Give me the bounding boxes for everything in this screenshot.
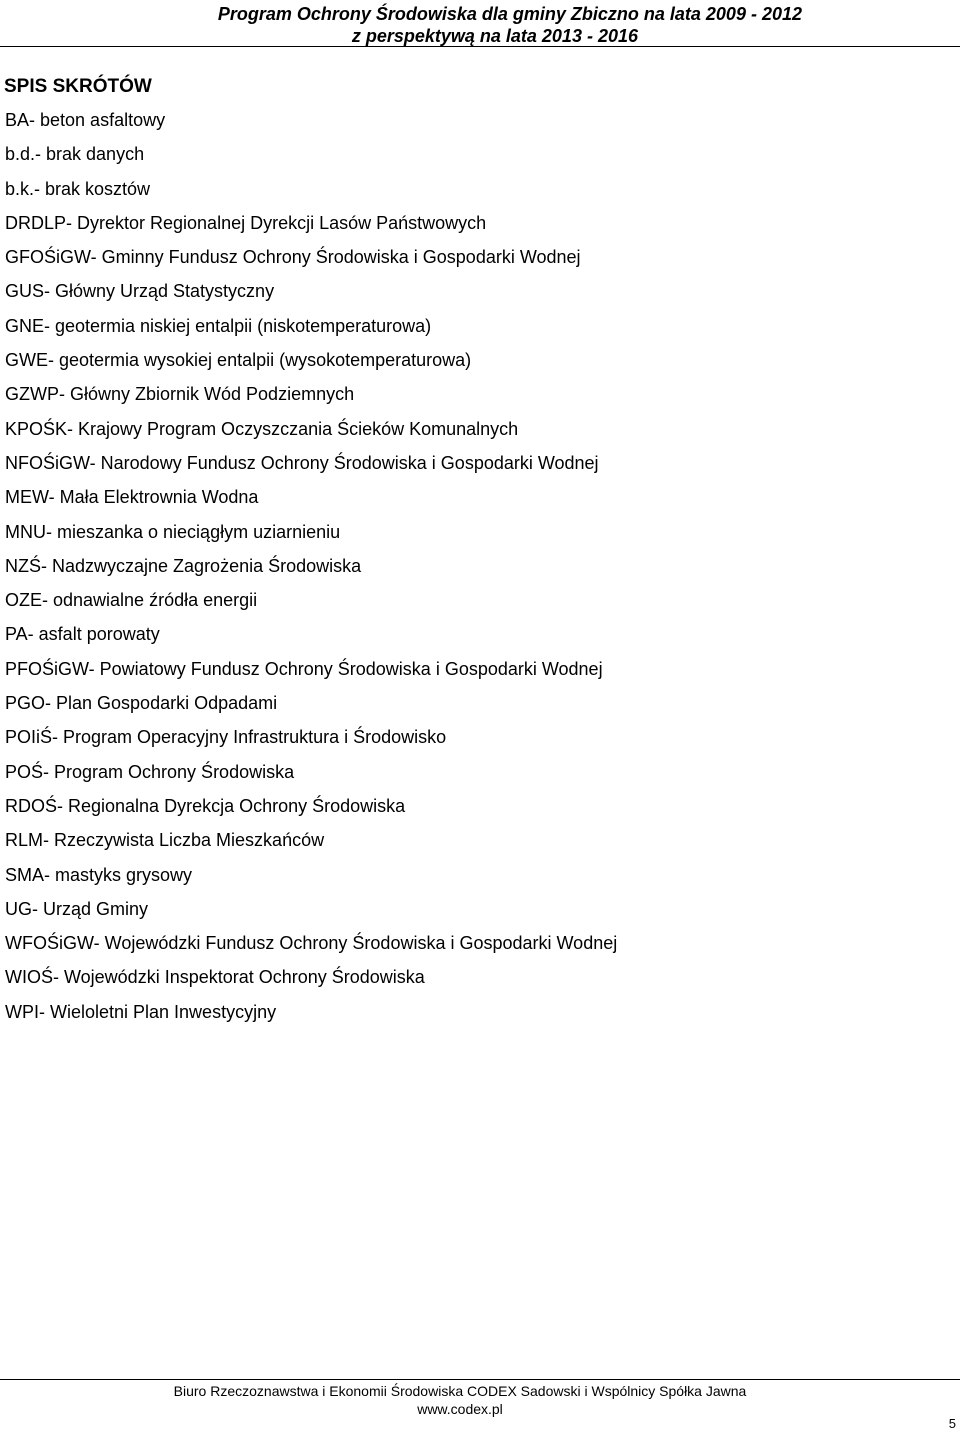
abbreviation-item: b.k.- brak kosztów (5, 178, 151, 199)
abbreviation-item: GUS- Główny Urząd Statystyczny (5, 281, 275, 302)
abbreviation-item: WFOŚiGW- Wojewódzki Fundusz Ochrony Środowiska i Gospodarki Wodnej (5, 933, 618, 954)
abbreviation-item: POIiŚ- Program Operacyjny Infrastruktura i Środowisko (5, 727, 447, 748)
footer-company (0, 1382, 960, 1400)
abbreviation-item: UG- Urząd Gminy (5, 898, 149, 919)
abbreviation-item: NFOŚiGW- Narodowy Fundusz Ochrony Środowiska i Gospodarki Wodnej (5, 452, 599, 473)
abbreviation-item: PA- asfalt porowaty (5, 624, 160, 645)
abbreviation-item: OZE- odnawialne źródła energii (5, 590, 258, 611)
abbreviation-item: RLM- Rzeczywista Liczba Mieszkańców (5, 830, 325, 851)
abbreviation-item: PFOŚiGW- Powiatowy Fundusz Ochrony Środowiska i Gospodarki Wodnej (5, 658, 603, 679)
abbreviation-item: WPI- Wieloletni Plan Inwestycyjny (5, 1001, 277, 1022)
abbreviation-item: PGO- Plan Gospodarki Odpadami (5, 693, 278, 714)
abbreviation-item: NZŚ- Nadzwyczajne Zagrożenia Środowiska (5, 555, 362, 576)
abbreviation-item: SMA- mastyks grysowy (5, 864, 193, 885)
footer-website[interactable] (0, 1400, 960, 1418)
header-title-line2: z perspektywą na lata 2013 - 2016 (351, 26, 638, 46)
abbreviation-item: b.d.- brak danych (5, 144, 145, 165)
abbreviation-item: RDOŚ- Regionalna Dyrekcja Ochrony Środowiska (5, 795, 406, 816)
abbreviation-item: GNE- geotermia niskiej entalpii (niskotemperaturowa) (5, 315, 432, 336)
abbreviation-item: DRDLP- Dyrektor Regionalnej Dyrekcji Lasów Państwowych (5, 212, 487, 233)
section-title: SPIS SKRÓTÓW (4, 76, 152, 97)
abbreviation-item: GZWP- Główny Zbiornik Wód Podziemnych (5, 384, 355, 405)
abbreviation-item: BA- beton asfaltowy (5, 110, 166, 130)
footer-website-link[interactable]: www.codex.pl (417, 1401, 503, 1417)
footer-divider (0, 1379, 960, 1380)
abbreviation-item: MNU- mieszanka o nieciągłym uziarnieniu (5, 521, 341, 542)
abbreviations-list (5, 109, 617, 1035)
abbreviation-item: KPOŚK- Krajowy Program Oczyszczania Ścieków Komunalnych (5, 418, 519, 439)
footer-company-text: Biuro Rzeczoznawstwa i Ekonomii Środowiska CODEX Sadowski i Wspólnicy Spółka Jawna (173, 1383, 747, 1399)
header-divider (0, 46, 960, 47)
abbreviation-item: POŚ- Program Ochrony Środowiska (5, 761, 295, 782)
abbreviation-item: WIOŚ- Wojewódzki Inspektorat Ochrony Środowiska (5, 967, 425, 988)
page-number: 5 (948, 1416, 956, 1431)
abbreviation-item: MEW- Mała Elektrownia Wodna (5, 487, 259, 508)
page-header (0, 0, 960, 46)
abbreviation-item: GWE- geotermia wysokiej entalpii (wysokotemperaturowa) (5, 350, 472, 371)
abbreviation-item: GFOŚiGW- Gminny Fundusz Ochrony Środowiska i Gospodarki Wodnej (5, 247, 581, 268)
header-title-line1: Program Ochrony Środowiska dla gminy Zbiczno na lata 2009 - 2012 (217, 4, 802, 24)
